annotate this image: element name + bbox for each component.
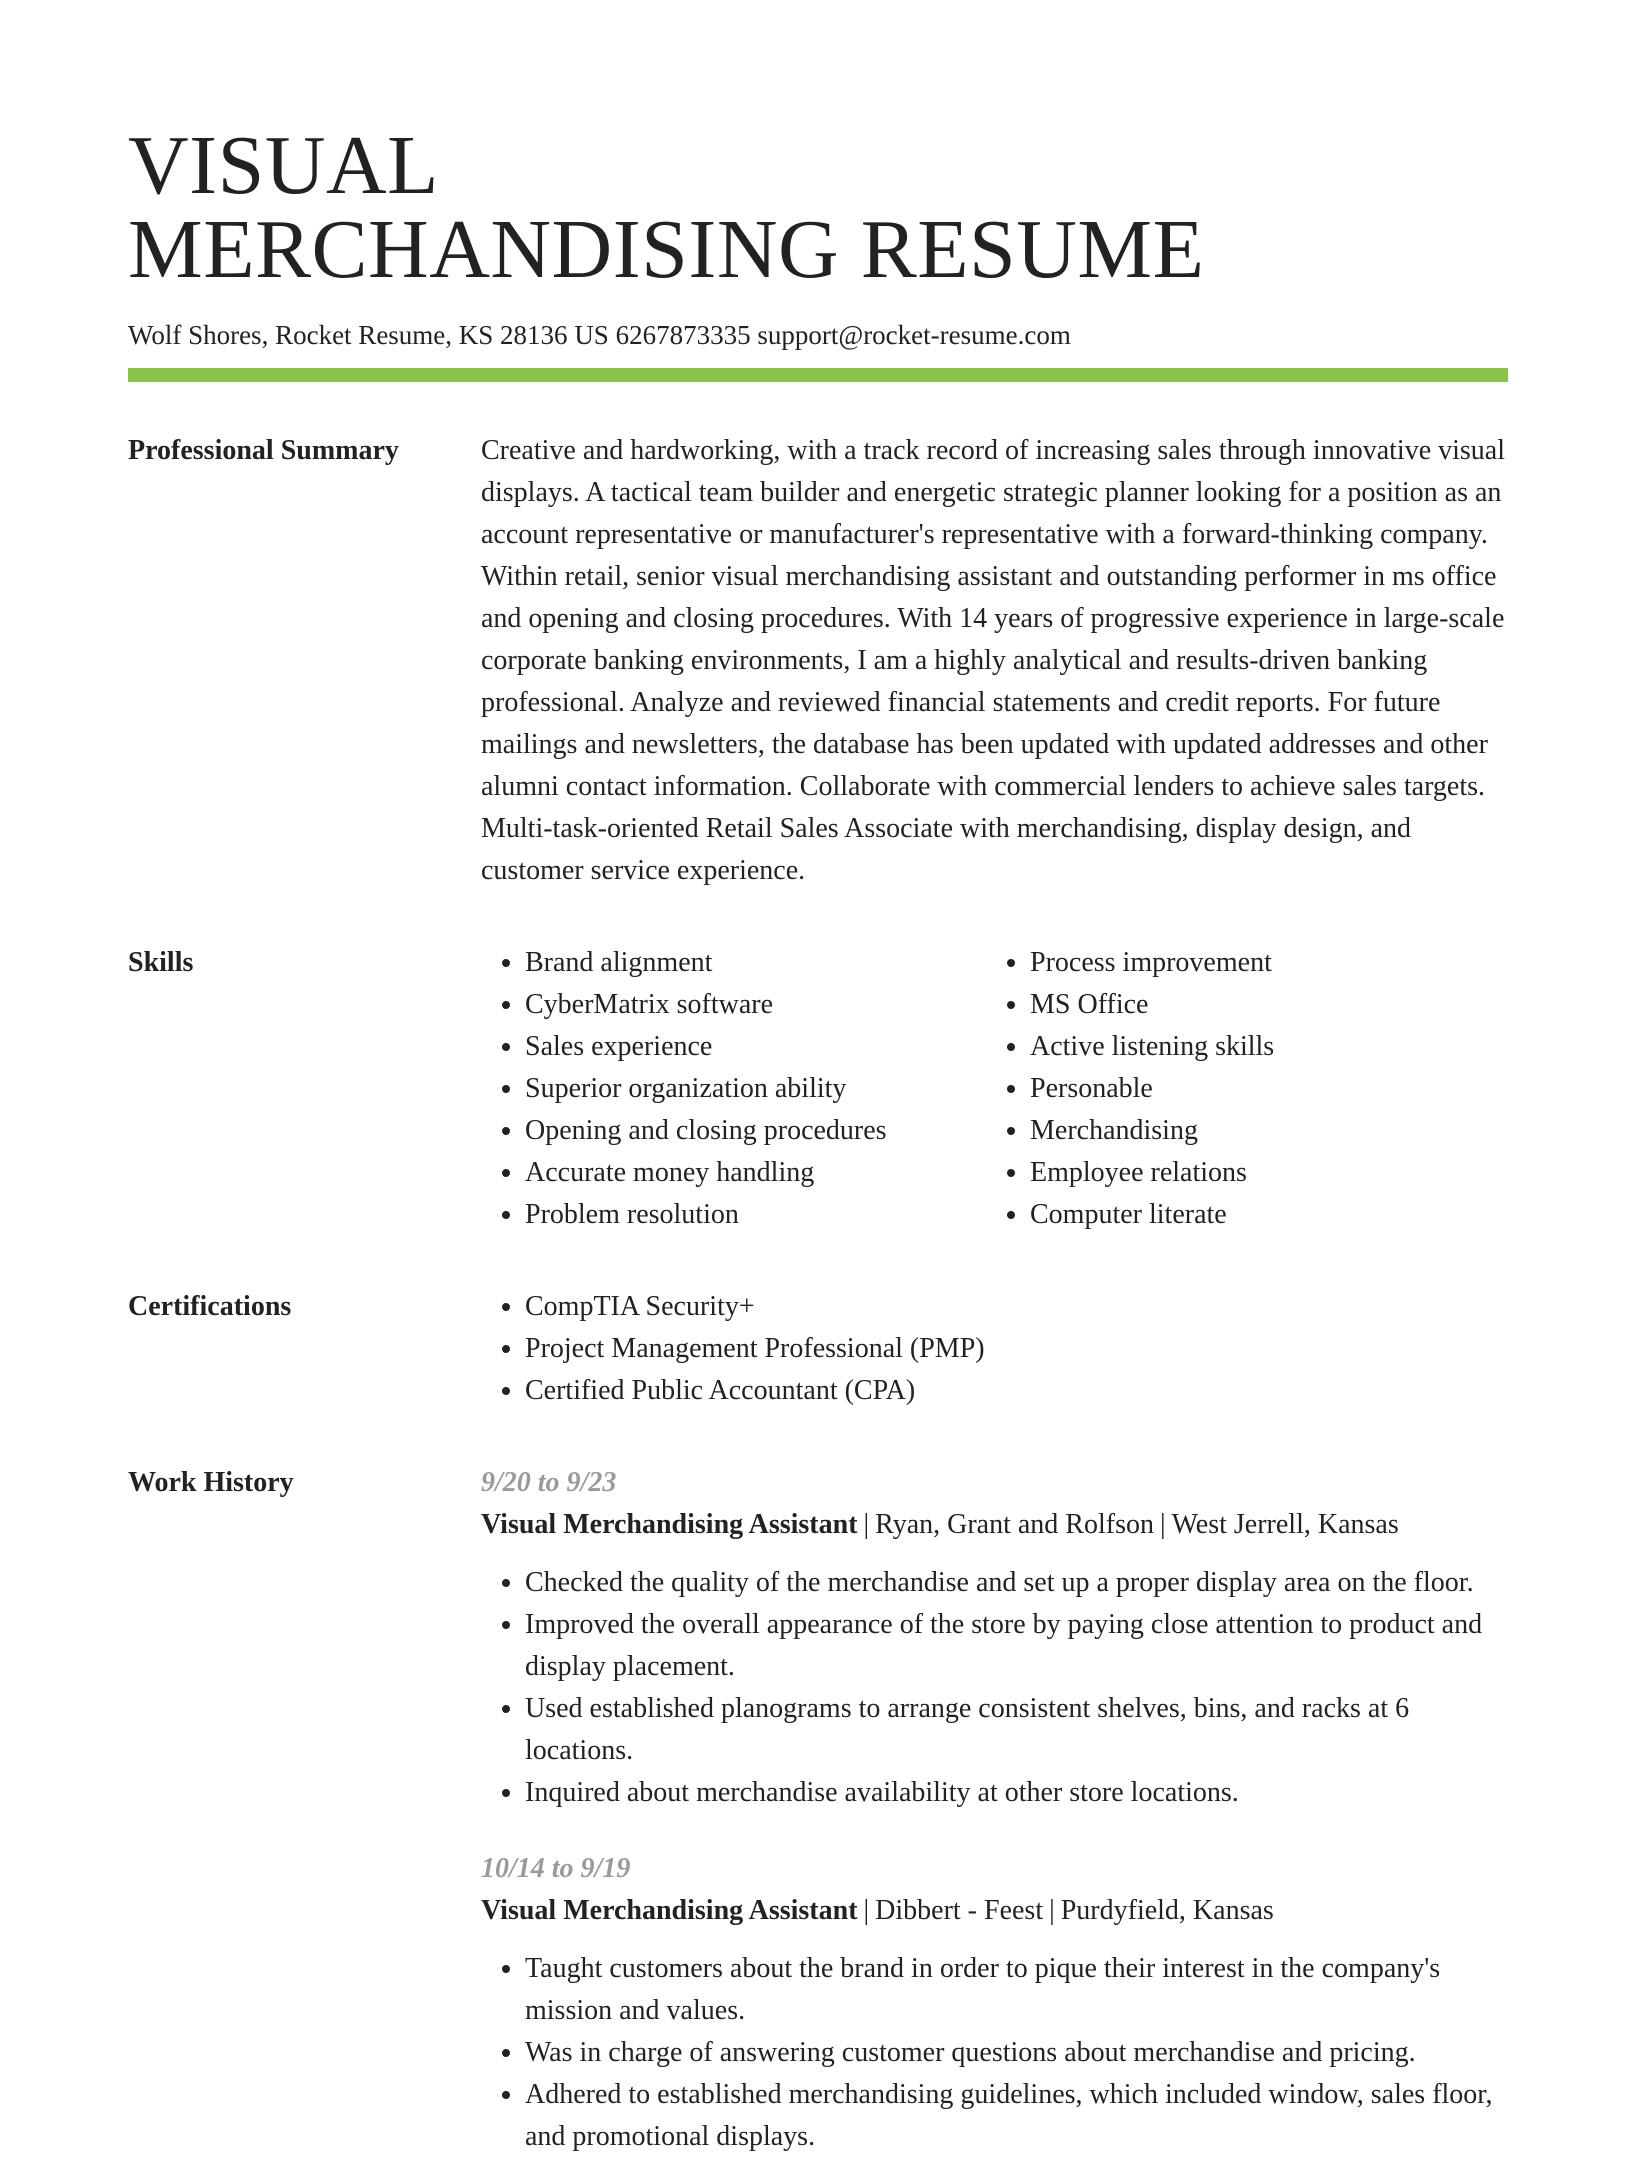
skill-item: • Sales experience (525, 1026, 986, 1068)
skill-item: • Brand alignment (525, 942, 986, 984)
certification-item: • Project Management Professional (PMP) (525, 1328, 1508, 1370)
title-line-1: VISUAL (128, 119, 439, 212)
contact-line (128, 318, 1508, 352)
work-history-section (128, 1462, 1508, 2158)
job-header (481, 1504, 1508, 1546)
job-bullet-list (481, 1562, 1508, 1814)
job-bullet: • Taught customers about the brand in order to pique their interest in the company's mission and values. (525, 1948, 1508, 2032)
job-separator: | (863, 1895, 870, 1926)
job-company: Ryan, Grant and Rolfson (875, 1509, 1154, 1540)
job-bullet-list (481, 1948, 1508, 2158)
skill-item: • MS Office (1030, 984, 1491, 1026)
job-entry (481, 1462, 1508, 1814)
job-bullet: • Inquired about merchandise availability at other store locations. (525, 1772, 1508, 1814)
job-title: Visual Merchandising Assistant (481, 1509, 858, 1540)
summary-section (128, 430, 1508, 892)
job-location: West Jerrell, Kansas (1171, 1509, 1399, 1540)
skill-item: • Process improvement (1030, 942, 1491, 984)
title-line-2: MERCHANDISING RESUME (128, 203, 1205, 296)
accent-divider (128, 368, 1508, 382)
skills-list-right (986, 942, 1491, 1236)
skills-column-right (986, 942, 1491, 1236)
job-separator: | (863, 1509, 870, 1540)
skill-item: • Problem resolution (525, 1194, 986, 1236)
job-bullet: • Adhered to established merchandising guidelines, which included window, sales floor, and promotional displays. (525, 2074, 1508, 2158)
work-history-body (481, 1462, 1508, 2158)
skill-item: • Accurate money handling (525, 1152, 986, 1194)
summary-label: Professional Summary (128, 435, 399, 466)
contact-country: US (574, 320, 609, 350)
skill-item: • Opening and closing procedures (525, 1110, 986, 1152)
job-location: Purdyfield, Kansas (1060, 1895, 1274, 1926)
resume-page (128, 119, 1508, 2158)
job-bullet: • Improved the overall appearance of the store by paying close attention to product and display placement. (525, 1604, 1508, 1688)
contact-street: Wolf Shores, (128, 320, 269, 350)
skill-item: • Computer literate (1030, 1194, 1491, 1236)
skill-item: • Superior organization ability (525, 1068, 986, 1110)
job-header (481, 1890, 1508, 1932)
summary-text: Creative and hardworking, with a track record of increasing sales through innovative visual displays. A tactical team builder and energetic strategic planner looking for a position as an account representative or manufacturer's representative with a forward-thinking company. Within retail, senior visual merchandising assistant and outstanding performer in ms office and opening and closing procedures. With 14 years of progressive experience in large-scale corporate banking environments, I am a highly analytical and results-driven banking professional. Analyze and reviewed financial statements and credit reports. For future mailings and newsletters, the database has been updated with updated addresses and other alumni contact information. Collaborate with commercial lenders to achieve sales targets. Multi-task-oriented Retail Sales Associate with merchandising, display design, and customer service experience. (481, 435, 1506, 886)
job-bullet: • Checked the quality of the merchandise and set up a proper display area on the floor. (525, 1562, 1508, 1604)
work-history-label: Work History (128, 1467, 294, 1498)
resume-title (128, 119, 1508, 296)
skills-list-left (481, 942, 986, 1236)
job-company: Dibbert - Feest (875, 1895, 1044, 1926)
skills-column-left (481, 942, 986, 1236)
skills-label: Skills (128, 947, 194, 978)
job-separator: | (1049, 1895, 1055, 1926)
certifications-body (481, 1286, 1508, 1412)
skill-item: • Employee relations (1030, 1152, 1491, 1194)
job-bullet: • Used established planograms to arrange consistent shelves, bins, and racks at 6 locations. (525, 1688, 1508, 1772)
skills-section (128, 942, 1508, 1236)
certification-item: • CompTIA Security+ (525, 1286, 1508, 1328)
contact-phone: 6267873335 (615, 320, 751, 350)
certifications-label: Certifications (128, 1291, 292, 1322)
skill-item: • Active listening skills (1030, 1026, 1491, 1068)
job-separator: | (1159, 1509, 1166, 1540)
certification-item: • Certified Public Accountant (CPA) (525, 1370, 1508, 1412)
job-date: 9/20 to 9/23 (481, 1467, 617, 1498)
skills-body (481, 942, 1508, 1236)
certifications-list (481, 1286, 1508, 1412)
contact-city: Rocket Resume, (275, 320, 453, 350)
summary-body (481, 430, 1508, 892)
skill-item: • Merchandising (1030, 1110, 1491, 1152)
job-date: 10/14 to 9/19 (481, 1853, 631, 1884)
contact-email: support@rocket-resume.com (757, 320, 1071, 350)
skill-item: • CyberMatrix software (525, 984, 986, 1026)
job-title: Visual Merchandising Assistant (481, 1895, 858, 1926)
contact-state-zip: KS 28136 (458, 320, 568, 350)
job-bullet: • Was in charge of answering customer questions about merchandise and pricing. (525, 2032, 1508, 2074)
skill-item: • Personable (1030, 1068, 1491, 1110)
certifications-section (128, 1286, 1508, 1412)
